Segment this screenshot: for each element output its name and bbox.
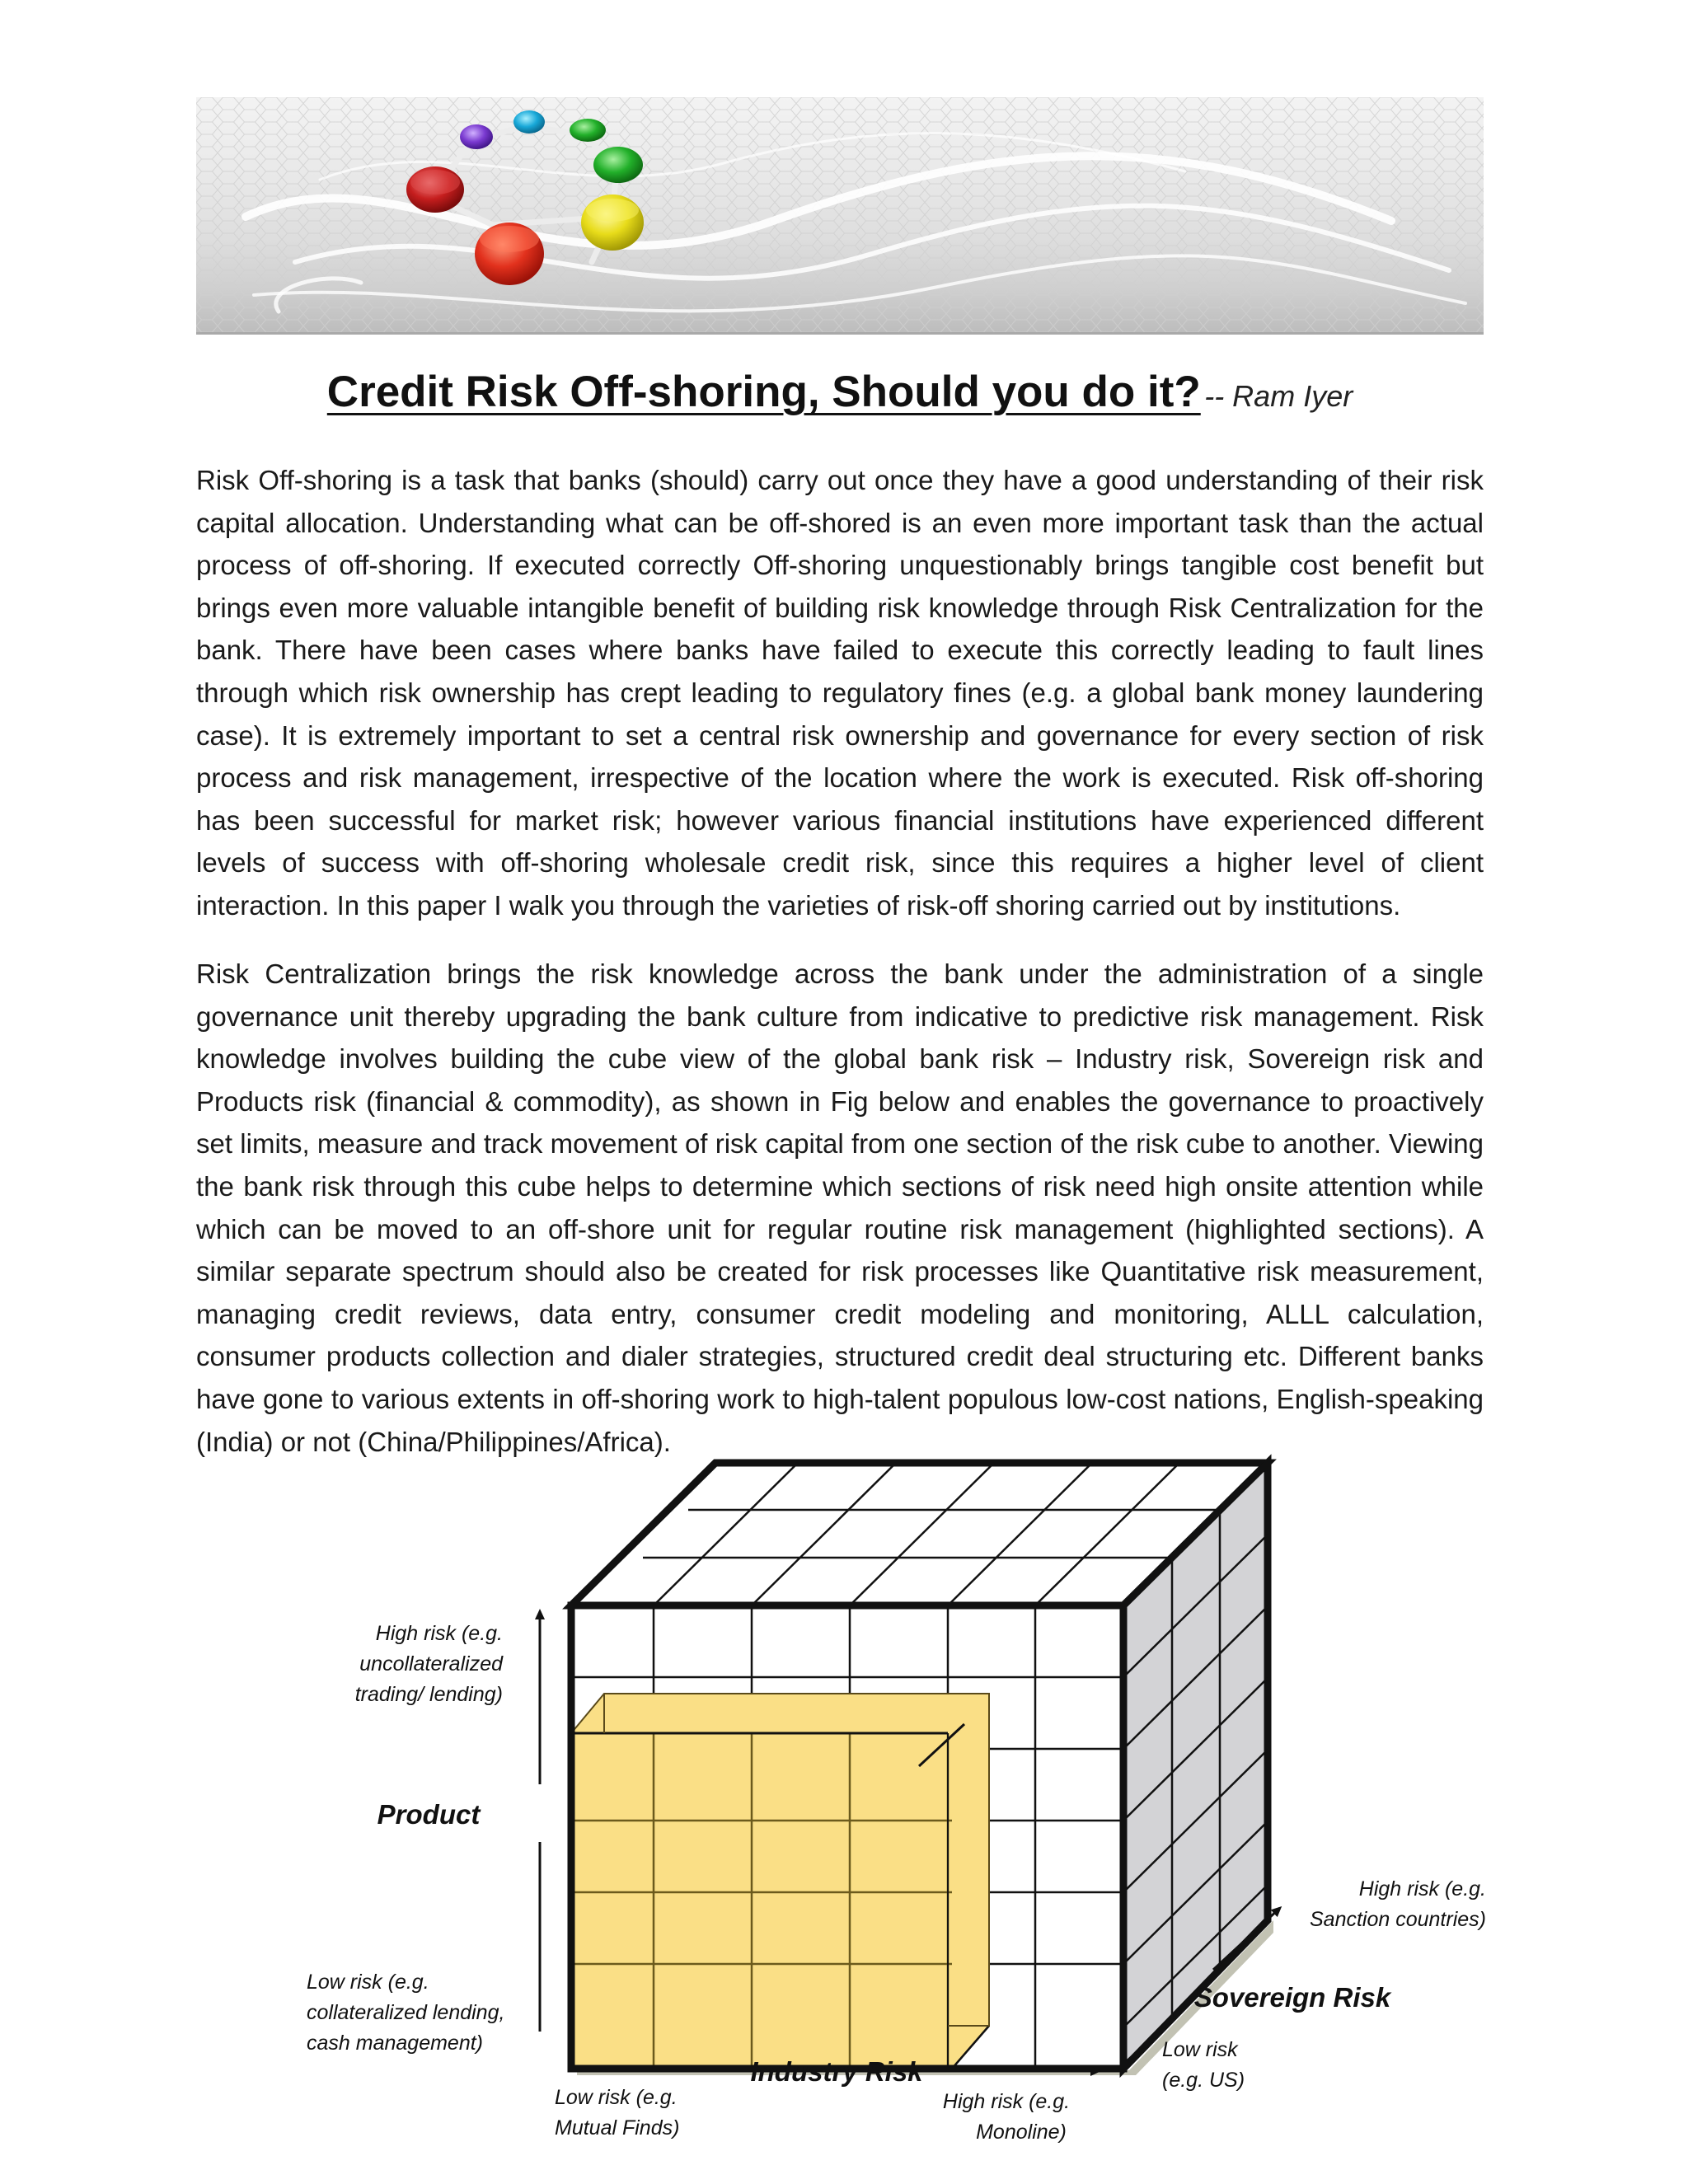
header-banner [196,97,1484,335]
product-high-line-3: trading/ lending) [354,1683,503,1706]
product-high-line-1: High risk (e.g. [375,1622,503,1645]
industry-high-label [943,2090,1070,2144]
paragraph-risk-centralization: Risk Centralization brings the risk knowledge across the bank under the administration of a single governance unit thereby upgrading the bank culture from indicative to predictive risk management. Risk knowledge involves building the cube view of the global bank risk – Industry risk, Sovereign risk and Products risk (financial & commodity), as shown in Fig below and enables the governance to proactively set limits, measure and track movement of risk capital from one section of the risk cube to another. Viewing the bank risk through this cube helps to determine which sections of risk need high onsite attention while which can be moved to an off-shore unit for regular routine risk management (highlighted sections). A similar separate spectrum should also be created for risk processes like Quantitative risk measurement, managing credit reviews, data entry, consumer credit modeling and monitoring, ALLL calculation, consumer products collection and dialer strategies, structured credit deal structuring etc. Different banks have gone to various extents in off-shoring work to high-talent populous low-cost nations, English-speaking (India) or not (China/Philippines/Africa). [196,958,1484,1457]
industry-axis-label: Industry Risk [750,2056,923,2087]
sovereign-low-line-1: Low risk [1162,2038,1238,2061]
industry-high-line-1: High risk (e.g. [942,2090,1071,2113]
title-line [196,367,1484,417]
product-low-line-1: Low risk (e.g. [307,1971,429,1994]
product-low-line-3: cash management) [307,2032,484,2055]
sovereign-low-line-2: (e.g. US) [1162,2069,1245,2092]
page-title: Credit Risk Off-shoring, Should you do it? [326,368,1201,416]
industry-low-line-1: Low risk (e.g. [555,2086,678,2109]
sovereign-axis-label: Sovereign Risk [1193,1982,1391,2013]
highlighted-offshore-section [571,1694,989,2069]
product-high-line-2: uncollateralized [359,1652,503,1675]
sovereign-low-label [1162,2038,1245,2092]
product-low-label [307,1971,504,2055]
industry-low-line-2: Mutual Finds) [555,2116,680,2139]
paragraph-intro: Risk Off-shoring is a task that banks (should) carry out once they have a good understanding of their risk capital allocation. Understanding what can be off-shored is an even more important task than the actual process of off-shoring. If executed correctly Off-shoring unquestionably brings tangible cost benefit but brings even more valuable intangible benefit of building risk knowledge through Risk Centralization for the bank. There have been cases where banks have failed to execute this correctly leading to fault lines through which risk ownership has crept leading to regulatory fines (e.g. a global bank money laundering case). It is extremely important to set a central risk ownership and governance for every section of risk process and risk management, irrespective of the location where the work is executed. Risk off-shoring has been successful for market risk; however various financial institutions have experienced different levels of success with off-shoring wholesale credit risk, since this requires a higher level of client interaction. In this paper I walk you through the varieties of risk-off shoring carried out by institutions. [196,465,1484,921]
author-byline: -- Ram Iyer [1204,379,1353,413]
product-low-line-2: collateralized lending, [307,2001,505,2024]
industry-low-label [555,2086,679,2139]
product-high-label [355,1622,504,1706]
sovereign-high-line-1: High risk (e.g. [1358,1877,1486,1900]
header-banner-image [196,97,1484,332]
product-axis-label: Product [377,1799,481,1830]
sovereign-high-line-2: Sanction countries) [1309,1908,1486,1931]
sovereign-high-label [1310,1877,1486,1931]
risk-cube-figure [0,1451,1688,2184]
industry-high-line-2: Monoline) [976,2121,1067,2144]
